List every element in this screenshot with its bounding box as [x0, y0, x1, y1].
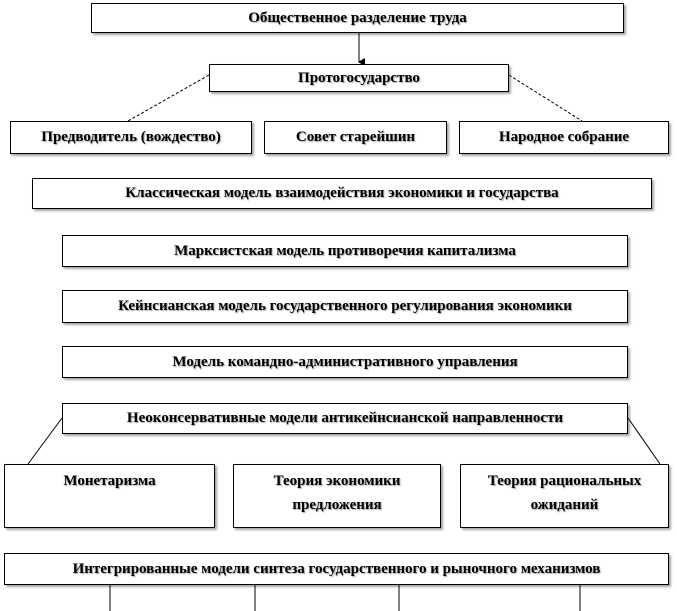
box-popular-assembly: Народное собрание — [459, 121, 669, 154]
line-neo-to-rational — [628, 418, 660, 464]
box-command-admin-model: Модель командно-административного управления — [62, 346, 628, 378]
line-proto-to-assembly — [509, 75, 582, 121]
box-rational-expectations: Теория рациональных ожиданий — [460, 464, 669, 528]
box-integrated-models: Интегрированные модели синтеза государственного и рыночного механизмов — [4, 553, 669, 585]
box-classical-model: Классическая модель взаимодействия экономики и государства — [32, 178, 652, 209]
box-supply-side-economics: Теория экономики предложения — [233, 464, 441, 528]
box-proto-state: Протогосударство — [209, 64, 509, 92]
box-neoconservative-models: Неоконсервативные модели антикейнсианской направленности — [62, 403, 628, 434]
box-monetarism: Монетаризма — [4, 464, 215, 528]
box-leader-chiefdom: Предводитель (вождество) — [10, 121, 252, 154]
box-social-division-of-labor: Общественное разделение труда — [91, 3, 624, 33]
line-proto-to-leader — [128, 75, 209, 121]
box-keynesian-model: Кейнсианская модель государственного регулирования экономики — [62, 290, 628, 323]
box-council-of-elders: Совет старейшин — [264, 121, 447, 154]
box-marxist-model: Марксистская модель противоречия капитализма — [62, 235, 628, 267]
line-neo-to-monetarism — [28, 418, 62, 464]
